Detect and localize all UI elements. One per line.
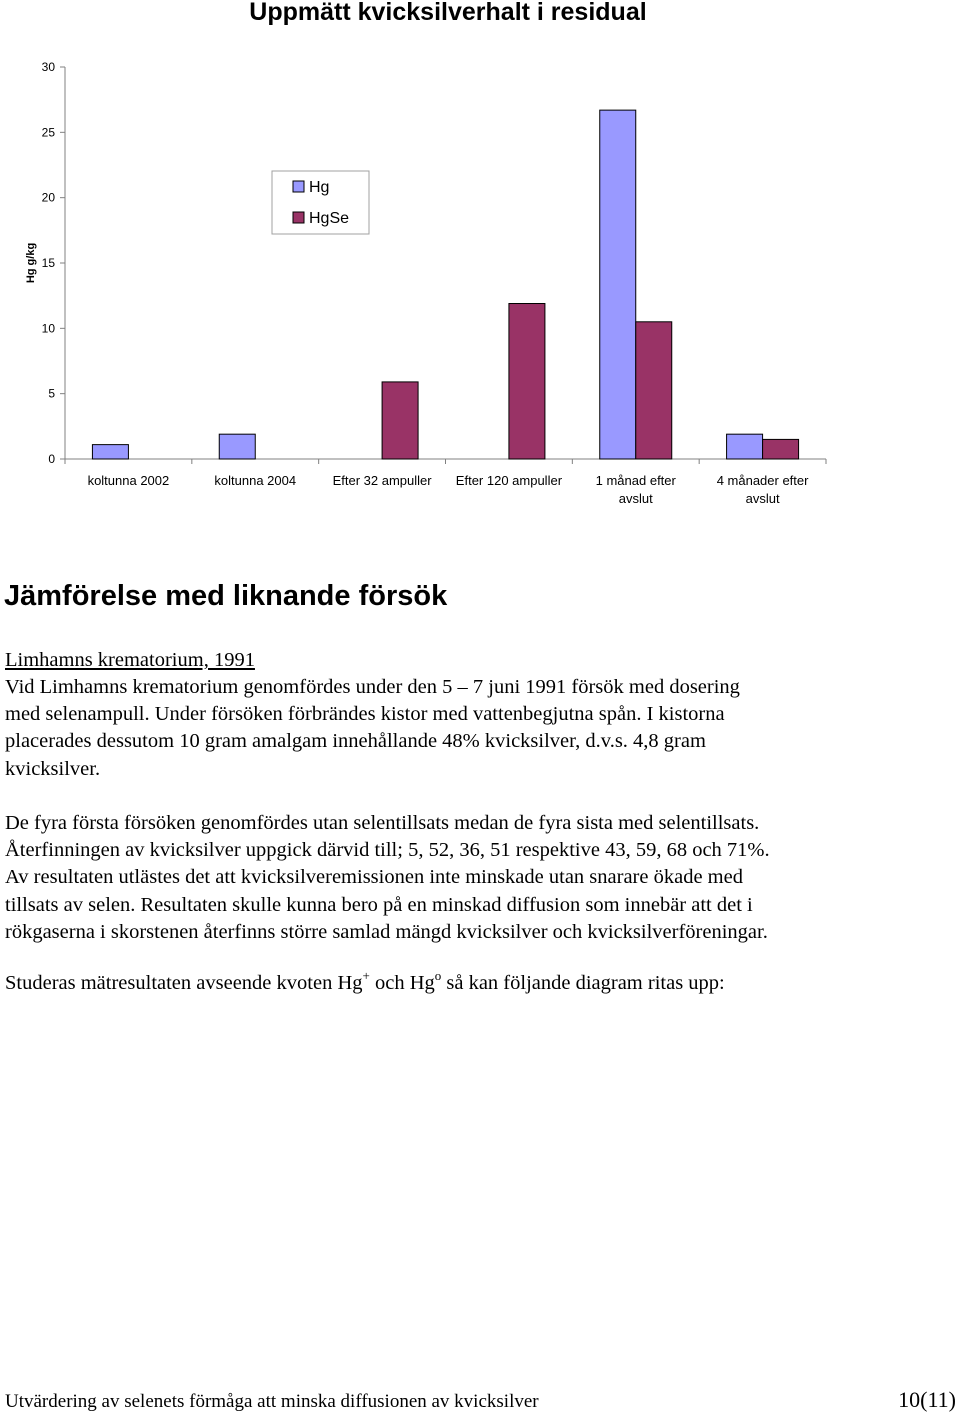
footer-title: Utvärdering av selenets förmåga att minska diffusionen av kvicksilver (5, 1391, 539, 1412)
paragraph-3 (5, 970, 905, 997)
paragraph-line: rökgaserna i skorstenen återfinns större samlad mängd kvicksilver och kvicksilverföreningar. (5, 920, 768, 943)
page-number: 10(11) (898, 1387, 956, 1412)
x-tick-label: Efter 120 ampuller (455, 473, 563, 488)
section-heading: Jämförelse med liknande försök (4, 580, 448, 612)
subheading: Limhamns krematorium, 1991 (5, 649, 255, 671)
bar-hg (219, 434, 255, 459)
superscript-o: o (434, 968, 442, 983)
bar-hgse (509, 304, 545, 459)
x-tick-label: 4 månader efter (716, 473, 809, 488)
x-tick-label: koltunna 2004 (214, 473, 297, 488)
para3-text-3: så kan följande diagram ritas upp: (441, 972, 725, 994)
paragraph-line: Av resultaten utlästes det att kvicksilveremissionen inte minskade utan snarare ökade med (5, 866, 743, 889)
y-tick-label: 20 (41, 190, 55, 205)
bar-hgse (636, 322, 672, 459)
x-tick-label: Efter 32 ampuller (332, 473, 432, 488)
paragraph-2 (5, 810, 905, 946)
bar-hgse (382, 382, 418, 459)
paragraph-1 (5, 674, 905, 783)
chart-title: Uppmätt kvicksilverhalt i residual (249, 0, 647, 26)
legend-label-hgse: HgSe (309, 210, 350, 227)
y-tick-label: 10 (41, 321, 55, 336)
bar-hg (600, 110, 636, 459)
para3-text-2: och Hg (369, 972, 435, 994)
superscript-plus: + (362, 968, 370, 983)
y-tick-label: 25 (41, 125, 55, 140)
y-tick-label: 15 (41, 256, 55, 270)
y-tick-label: 5 (48, 386, 55, 401)
x-tick-label: avslut (745, 491, 780, 506)
paragraph-line: placerades dessutom 10 gram amalgam innehållande 48% kvicksilver, d.v.s. 4,8 gram (5, 730, 706, 753)
bar-hg (727, 434, 763, 459)
bar-chart (0, 0, 960, 520)
legend-swatch-hg (293, 181, 304, 192)
paragraph-line: Vid Limhamns krematorium genomfördes under den 5 – 7 juni 1991 försök med dosering (5, 676, 740, 698)
x-tick-label: 1 månad efter (595, 473, 676, 488)
paragraph-line: Återfinningen av kvicksilver uppgick därvid till; 5, 52, 36, 51 respektive 43, 59, 68 och 71%. (5, 839, 770, 862)
paragraph-line: kvicksilver. (5, 757, 101, 780)
y-tick-label: 30 (41, 60, 55, 74)
bar-hg (92, 445, 128, 459)
x-tick-label: avslut (618, 491, 653, 506)
y-tick-label: 0 (48, 452, 55, 466)
paragraph-line: tillsats av selen. Resultaten skulle kunna bero på en minskad diffusion som innebär att det i (5, 893, 753, 916)
y-axis-label: Hg g/kg (25, 242, 37, 284)
legend-label-hg: Hg (309, 179, 330, 196)
bar-hgse (763, 439, 799, 459)
paragraph-line: med selenampull. Under försöken förbrändes kistor med vattenbegjutna spån. I kistorna (5, 703, 725, 726)
para3-text-1: Studeras mätresultaten avseende kvoten Hg (5, 972, 363, 994)
paragraph-line: De fyra första försöken genomfördes utan selentillsats medan de fyra sista med selentillsats. (5, 812, 760, 834)
legend-swatch-hgse (293, 212, 304, 223)
x-tick-label: koltunna 2002 (87, 473, 170, 488)
